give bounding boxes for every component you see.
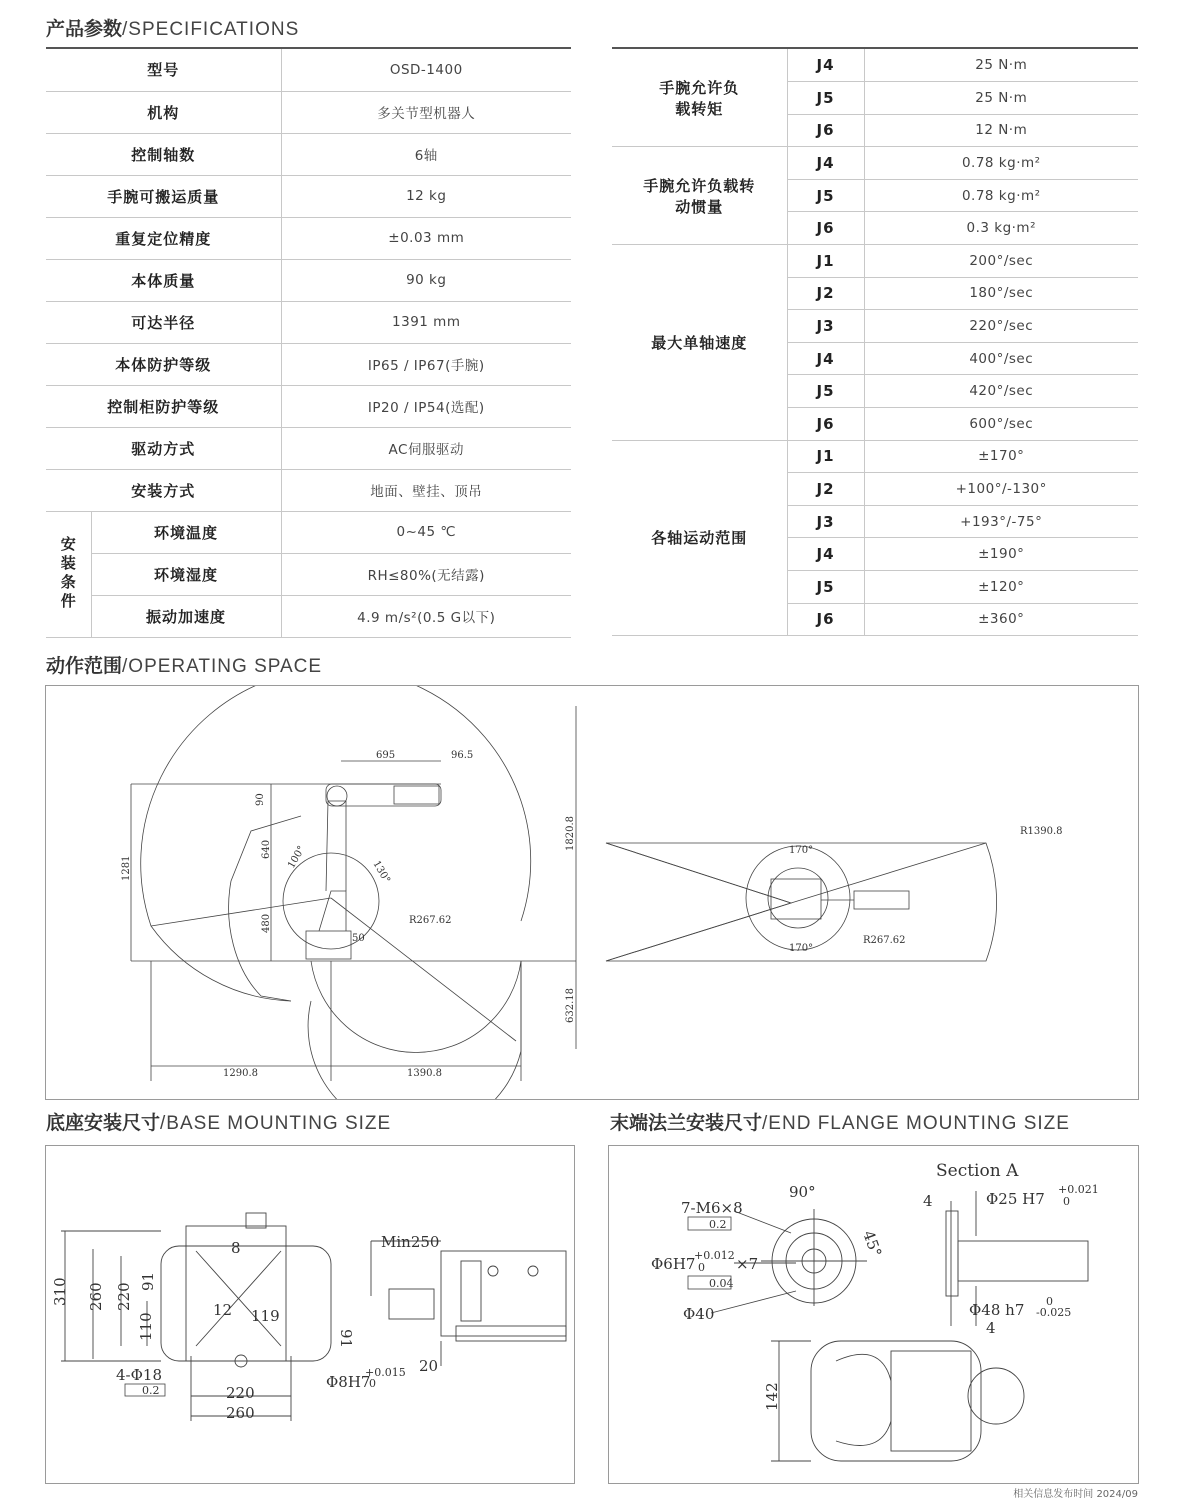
- thread-tolerance: 0.2: [709, 1218, 727, 1231]
- spec-value: 90 kg: [281, 259, 571, 301]
- axis-label: J3: [787, 310, 864, 343]
- axis-value: ±170°: [864, 440, 1138, 473]
- spec-value: 地面、壁挂、顶吊: [281, 469, 571, 511]
- axis-value: ±120°: [864, 571, 1138, 604]
- base-heading: [46, 1108, 391, 1135]
- operating-space-drawing: [46, 686, 1138, 1099]
- axis-value: ±360°: [864, 603, 1138, 636]
- axis-value: 220°/sec: [864, 310, 1138, 343]
- spec-label: 控制轴数: [46, 133, 281, 175]
- axis-value: 180°/sec: [864, 277, 1138, 310]
- operating-heading: [46, 651, 322, 678]
- dim-110: 110: [137, 1312, 155, 1341]
- dim-phi25: Φ25 H7: [986, 1190, 1045, 1208]
- dim-4b: 4: [986, 1319, 996, 1337]
- pin-hole-spec: Φ6H7: [651, 1255, 696, 1273]
- spec-value: 4.9 m/s²(0.5 G以下): [281, 595, 571, 637]
- axis-value: 25 N·m: [864, 82, 1138, 115]
- flange-mounting-panel: [608, 1145, 1139, 1484]
- axis-label: J5: [787, 571, 864, 604]
- base-heading-en: /BASE MOUNTING SIZE: [160, 1113, 392, 1134]
- angle-100: 100°: [286, 844, 308, 871]
- axis-label: J5: [787, 375, 864, 408]
- dim-r267: R267.62: [409, 915, 452, 926]
- specs-heading-en: /SPECIFICATIONS: [122, 19, 300, 40]
- axis-label: J4: [787, 147, 864, 180]
- dim-20: 20: [419, 1357, 439, 1375]
- axis-label: J6: [787, 114, 864, 147]
- dim-260: 260: [87, 1282, 105, 1311]
- spec-value: 1391 mm: [281, 301, 571, 343]
- spec-label: 振动加速度: [91, 595, 281, 637]
- pin-hole-tolerance-zero: 0: [698, 1261, 705, 1274]
- axis-label: J2: [787, 277, 864, 310]
- spec-value: AC伺服驱动: [281, 427, 571, 469]
- dim-310: 310: [51, 1277, 69, 1306]
- angle-130: 130°: [370, 859, 392, 886]
- flange-mounting-drawing: [609, 1146, 1138, 1483]
- dim-96-5: 96.5: [451, 750, 474, 761]
- axis-label: J5: [787, 179, 864, 212]
- spec-label: 本体质量: [46, 259, 281, 301]
- axis-value: +100°/-130°: [864, 473, 1138, 506]
- operating-heading-en: /OPERATING SPACE: [122, 656, 323, 677]
- spec-label: 环境湿度: [91, 553, 281, 595]
- group-label: 手腕允许负载转动惯量: [612, 147, 787, 245]
- spec-label: 环境温度: [91, 511, 281, 553]
- operating-space-panel: [45, 685, 1139, 1100]
- dim-220b: 220: [226, 1384, 255, 1402]
- flange-heading-en: /END FLANGE MOUNTING SIZE: [762, 1113, 1070, 1134]
- dim-phi40: Φ40: [683, 1305, 715, 1323]
- axis-label: J6: [787, 212, 864, 245]
- base-mounting-panel: [45, 1145, 575, 1484]
- pin-tolerance-zero: 0: [369, 1377, 376, 1390]
- pin-tolerance: +0.015: [365, 1366, 406, 1379]
- specs-heading: [46, 14, 299, 41]
- dim-480: 480: [261, 913, 272, 933]
- dim-632: 632.18: [565, 988, 576, 1023]
- dim-4a: 4: [923, 1192, 933, 1210]
- angle-170-top: 170°: [789, 845, 814, 856]
- dim-phi48: Φ48 h7: [969, 1301, 1025, 1319]
- axis-label: J4: [787, 49, 864, 82]
- dim-1281: 1281: [121, 855, 132, 881]
- group-label: 各轴运动范围: [612, 440, 787, 636]
- dim-r267-top: R267.62: [863, 935, 906, 946]
- spec-label: 驱动方式: [46, 427, 281, 469]
- axis-label: J1: [787, 245, 864, 278]
- dim-90: 90: [255, 793, 266, 806]
- spec-value: IP20 / IP54(选配): [281, 385, 571, 427]
- angle-90: 90°: [789, 1183, 816, 1201]
- dim-50: 50: [352, 933, 365, 944]
- dim-91a: 91: [139, 1271, 157, 1291]
- axis-value: +193°/-75°: [864, 505, 1138, 538]
- spec-value: 6轴: [281, 133, 571, 175]
- axis-value: 200°/sec: [864, 245, 1138, 278]
- specs-heading-zh: 产品参数: [46, 18, 123, 40]
- spec-label: 控制柜防护等级: [46, 385, 281, 427]
- spec-label: 手腕可搬运质量: [46, 175, 281, 217]
- dim-phi48-tolerance: -0.025: [1036, 1306, 1072, 1319]
- axis-label: J2: [787, 473, 864, 506]
- spec-label: 安装方式: [46, 469, 281, 511]
- dim-min250: Min250: [381, 1233, 440, 1251]
- spec-label: 重复定位精度: [46, 217, 281, 259]
- axis-label: J4: [787, 342, 864, 375]
- dim-12: 12: [213, 1301, 233, 1319]
- spec-value: 12 kg: [281, 175, 571, 217]
- spec-value: IP65 / IP67(手腕): [281, 343, 571, 385]
- dim-phi25-tolerance: +0.021: [1058, 1183, 1099, 1196]
- section-a-label: Section A: [936, 1161, 1019, 1181]
- base-mounting-drawing: [46, 1146, 574, 1483]
- angle-170-bottom: 170°: [789, 943, 814, 954]
- axis-value: 25 N·m: [864, 49, 1138, 82]
- axis-label: J6: [787, 408, 864, 441]
- dim-119: 119: [251, 1307, 280, 1325]
- flange-heading: [610, 1108, 1070, 1135]
- dim-695: 695: [376, 750, 396, 761]
- spec-value: 多关节型机器人: [281, 91, 571, 133]
- reach-envelope-outer: [141, 686, 531, 1001]
- dim-1290: 1290.8: [223, 1068, 258, 1079]
- pin-hole-tolerance: +0.012: [694, 1249, 735, 1262]
- pin-spec: Φ8H7: [326, 1373, 371, 1391]
- axis-value: 420°/sec: [864, 375, 1138, 408]
- group-label: 最大单轴速度: [612, 245, 787, 441]
- spec-value: RH≤80%(无结露): [281, 553, 571, 595]
- base-heading-zh: 底座安装尺寸: [46, 1112, 161, 1134]
- group-label: 手腕允许负载转矩: [612, 49, 787, 147]
- pin-hole-flatness: 0.04: [709, 1277, 734, 1290]
- dim-1820: 1820.8: [565, 816, 576, 851]
- dim-r1390: R1390.8: [1020, 826, 1063, 837]
- axis-label: J4: [787, 538, 864, 571]
- angle-45: 45°: [859, 1228, 886, 1260]
- flange-heading-zh: 末端法兰安装尺寸: [610, 1112, 763, 1134]
- axis-label: J1: [787, 440, 864, 473]
- axis-value: 400°/sec: [864, 342, 1138, 375]
- right-spec-table: [612, 49, 1138, 636]
- spec-label: 可达半径: [46, 301, 281, 343]
- hole-tolerance: 0.2: [142, 1384, 160, 1397]
- dim-91b: 91: [337, 1329, 355, 1349]
- operating-heading-zh: 动作范围: [46, 655, 123, 677]
- spec-label: 机构: [46, 91, 281, 133]
- spec-value: 0~45 ℃: [281, 511, 571, 553]
- axis-label: J3: [787, 505, 864, 538]
- axis-value: 0.78 kg·m²: [864, 179, 1138, 212]
- spec-value: ±0.03 mm: [281, 217, 571, 259]
- axis-value: 12 N·m: [864, 114, 1138, 147]
- dim-phi25-tolerance-zero: 0: [1063, 1195, 1070, 1208]
- spec-label: 型号: [46, 49, 281, 91]
- spec-label: 本体防护等级: [46, 343, 281, 385]
- dim-1390: 1390.8: [407, 1068, 442, 1079]
- hole-spec: 4-Φ18: [116, 1366, 162, 1384]
- axis-label: J6: [787, 603, 864, 636]
- axis-value: 0.78 kg·m²: [864, 147, 1138, 180]
- dim-8: 8: [231, 1239, 241, 1257]
- dim-220: 220: [115, 1282, 133, 1311]
- thread-spec: 7-M6×8: [681, 1199, 743, 1217]
- pin-hole-depth: ×7: [736, 1255, 759, 1273]
- dim-phi48-tolerance-zero: 0: [1046, 1295, 1053, 1308]
- dim-142: 142: [763, 1382, 781, 1411]
- axis-label: J5: [787, 82, 864, 115]
- dim-640: 640: [261, 839, 272, 859]
- install-conditions-label: 安装条件: [46, 511, 91, 637]
- left-spec-table: [46, 49, 571, 638]
- dim-260b: 260: [226, 1404, 255, 1422]
- publish-date-note: 相关信息发布时间 2024/09: [1013, 1489, 1138, 1500]
- spec-value: OSD-1400: [281, 49, 571, 91]
- axis-value: 600°/sec: [864, 408, 1138, 441]
- axis-value: 0.3 kg·m²: [864, 212, 1138, 245]
- axis-value: ±190°: [864, 538, 1138, 571]
